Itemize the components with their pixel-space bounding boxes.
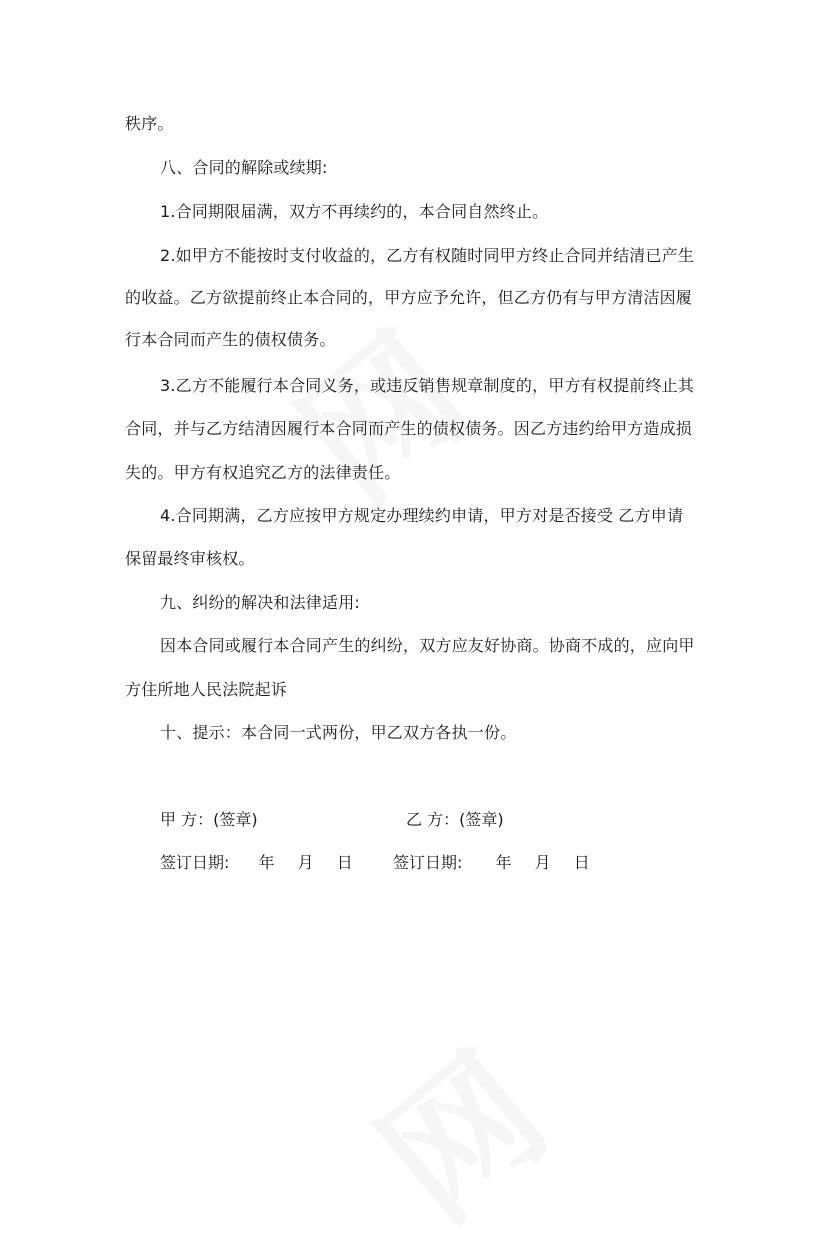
party-b-signature: 乙 方：(签章) xyxy=(406,810,504,829)
year-label: 年 xyxy=(258,853,275,872)
watermark xyxy=(248,277,502,539)
section-heading: 八、合同的解除或续期: xyxy=(160,158,328,177)
text-line: 1.合同期限届满，双方不再续约的，本合同自然终止。 xyxy=(160,202,549,221)
section-heading: 十、提示：本合同一式两份，甲乙双方各执一份。 xyxy=(160,723,517,742)
section-heading: 九、纠纷的解决和法律适用: xyxy=(160,593,360,612)
date-label: 签订日期: xyxy=(393,853,463,872)
text-line: 方住所地人民法院起诉 xyxy=(125,680,288,699)
party-b-date xyxy=(393,853,590,873)
party-a-date xyxy=(160,853,353,873)
month-label: 月 xyxy=(534,853,551,872)
text-line: 2.如甲方不能按时支付收益的，乙方有权随时同甲方终止合同并结清已产生 xyxy=(160,246,695,265)
party-a-signature: 甲 方：(签章) xyxy=(160,810,258,829)
day-label: 日 xyxy=(336,853,353,872)
month-label: 月 xyxy=(297,853,314,872)
text-line: 合同，并与乙方结清因履行本合同而产生的债权债务。因乙方违约给甲方造成损 xyxy=(125,419,693,438)
day-label: 日 xyxy=(573,853,590,872)
text-line: 4.合同期满，乙方应按甲方规定办理续约申请，甲方对是否接受 乙方申请 xyxy=(160,506,684,525)
text-line: 行本合同而产生的债权债务。 xyxy=(125,330,336,349)
date-label: 签订日期: xyxy=(160,853,230,872)
text-line: 3.乙方不能履行本合同义务，或违反销售规章制度的，甲方有权提前终止其 xyxy=(160,376,695,395)
text-line: 保留最终审核权。 xyxy=(125,549,255,568)
watermark xyxy=(328,997,582,1259)
text-line: 失的。甲方有权追究乙方的法律责任。 xyxy=(125,463,401,482)
text-line: 因本合同或履行本合同产生的纠纷，双方应友好协商。协商不成的，应向甲 xyxy=(160,636,695,655)
text-line: 的收益。乙方欲提前终止本合同的，甲方应予允许，但乙方仍有与甲方清洁因履 xyxy=(125,288,693,307)
year-label: 年 xyxy=(495,853,512,872)
text-line: 秩序。 xyxy=(125,114,174,133)
